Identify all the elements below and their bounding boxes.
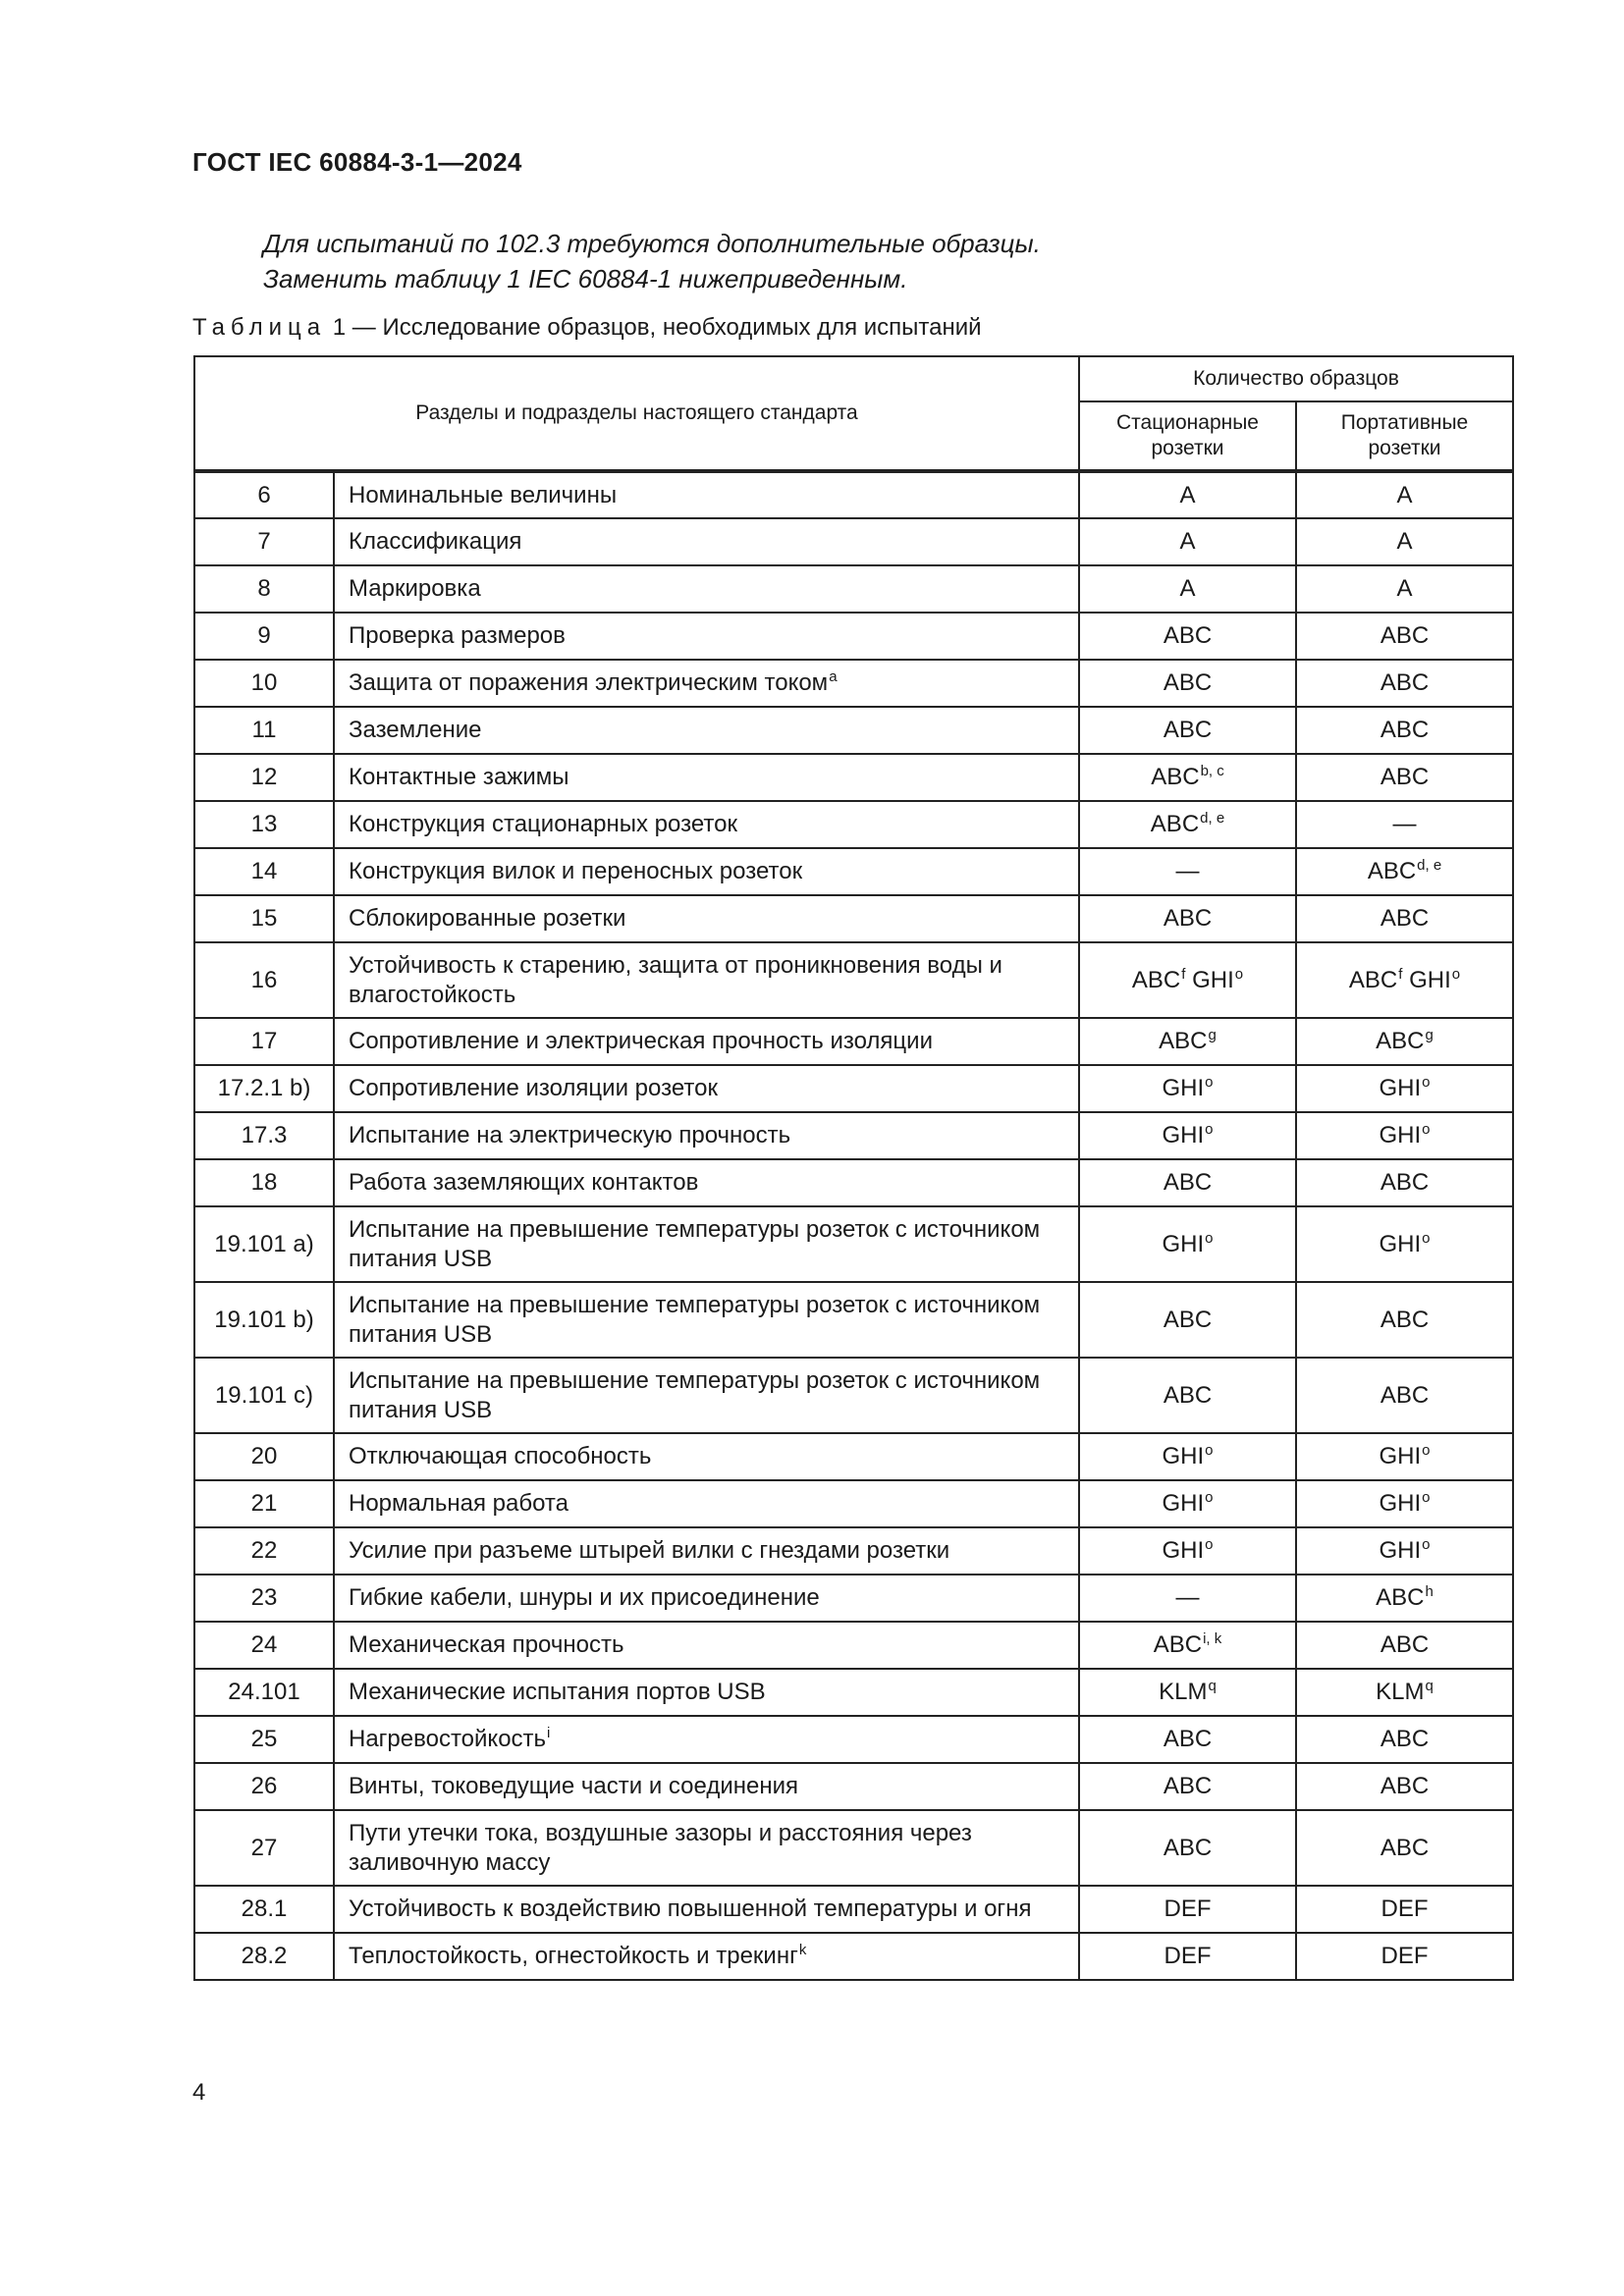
stationary-samples <box>1079 1065 1296 1112</box>
stationary-samples <box>1079 518 1296 565</box>
section-number: 19.101 a) <box>194 1206 334 1282</box>
section-title-text: Механические испытания портов USB <box>349 1679 766 1705</box>
footnote-marker: d, e <box>1417 857 1442 874</box>
table-row <box>194 1282 1513 1358</box>
section-title <box>334 1358 1079 1433</box>
section-number: 6 <box>194 471 334 518</box>
portable-samples <box>1296 1669 1513 1716</box>
sample-code: A <box>1396 481 1413 508</box>
sample-code: ABC <box>1163 669 1213 696</box>
footnote-marker: o <box>1422 1442 1431 1459</box>
sample-code: GHI <box>1402 966 1451 993</box>
table-row <box>194 1810 1513 1886</box>
section-number: 22 <box>194 1527 334 1575</box>
section-title <box>334 1763 1079 1810</box>
sample-code: GHI <box>1185 966 1234 993</box>
section-number: 21 <box>194 1480 334 1527</box>
stationary-samples <box>1079 1716 1296 1763</box>
table-row <box>194 1575 1513 1622</box>
stationary-samples <box>1079 1622 1296 1669</box>
section-number: 14 <box>194 848 334 895</box>
sample-code: ABC <box>1163 1834 1213 1861</box>
sample-code: ABC <box>1163 1306 1213 1333</box>
table-row <box>194 1065 1513 1112</box>
table-row <box>194 565 1513 613</box>
section-title-text: Сопротивление и электрическая прочность изоляции <box>349 1028 933 1054</box>
section-number: 10 <box>194 660 334 707</box>
section-title-text: Сопротивление изоляции розеток <box>349 1075 718 1101</box>
table-row <box>194 1433 1513 1480</box>
section-title <box>334 1480 1079 1527</box>
portable-samples <box>1296 1112 1513 1159</box>
table-row <box>194 1669 1513 1716</box>
sample-code: ABC <box>1380 669 1430 696</box>
section-title <box>334 1622 1079 1669</box>
sample-code: GHI <box>1379 1443 1422 1469</box>
stationary-samples <box>1079 895 1296 942</box>
header-portable: Портативные розетки <box>1296 401 1513 471</box>
stationary-samples <box>1079 1112 1296 1159</box>
sample-code: GHI <box>1162 1122 1205 1148</box>
section-title-text: Маркировка <box>349 575 481 602</box>
section-title <box>334 1716 1079 1763</box>
section-title <box>334 1112 1079 1159</box>
stationary-samples <box>1079 1358 1296 1433</box>
sample-code: ABC <box>1380 1306 1430 1333</box>
section-title-text: Защита от поражения электрическим током <box>349 669 829 696</box>
portable-samples <box>1296 754 1513 801</box>
footnote-marker: i, k <box>1203 1630 1222 1647</box>
portable-samples <box>1296 895 1513 942</box>
stationary-samples <box>1079 801 1296 848</box>
portable-samples <box>1296 1575 1513 1622</box>
sample-code: GHI <box>1379 1537 1422 1564</box>
portable-samples <box>1296 1810 1513 1886</box>
sample-code: GHI <box>1162 1230 1205 1257</box>
sample-code: ABC <box>1131 966 1181 993</box>
stationary-samples <box>1079 471 1296 518</box>
portable-samples <box>1296 1886 1513 1933</box>
table-body <box>194 471 1513 1980</box>
stationary-samples <box>1079 1886 1296 1933</box>
portable-samples <box>1296 1159 1513 1206</box>
footnote-marker: o <box>1205 1121 1214 1138</box>
footnote-marker: o <box>1234 965 1244 983</box>
sample-code: GHI <box>1379 1075 1422 1101</box>
table-row <box>194 1622 1513 1669</box>
footnote-marker: o <box>1205 1489 1214 1506</box>
table-row <box>194 1480 1513 1527</box>
section-title-text: Классификация <box>349 528 522 555</box>
section-title <box>334 471 1079 518</box>
stationary-samples <box>1079 613 1296 660</box>
section-number: 8 <box>194 565 334 613</box>
section-title <box>334 1886 1079 1933</box>
stationary-samples <box>1079 565 1296 613</box>
stationary-samples <box>1079 1018 1296 1065</box>
page-number: 4 <box>192 2079 206 2106</box>
table-row <box>194 660 1513 707</box>
section-number: 28.2 <box>194 1933 334 1980</box>
section-title-text: Усилие при разъеме штырей вилки с гнездами розетки <box>349 1537 950 1564</box>
section-title <box>334 848 1079 895</box>
footnote-marker: d, e <box>1200 810 1225 827</box>
portable-samples <box>1296 801 1513 848</box>
section-title-text: Проверка размеров <box>349 622 566 649</box>
sample-code: ABC <box>1380 1726 1430 1752</box>
footnote-marker: o <box>1422 1489 1431 1506</box>
section-title <box>334 895 1079 942</box>
footnote-marker: h <box>1425 1583 1434 1600</box>
section-number: 23 <box>194 1575 334 1622</box>
portable-samples <box>1296 1065 1513 1112</box>
section-title <box>334 707 1079 754</box>
sample-code: ABC <box>1380 1169 1430 1196</box>
section-title <box>334 942 1079 1018</box>
footnote-marker: o <box>1451 965 1461 983</box>
section-number: 18 <box>194 1159 334 1206</box>
section-title-text: Номинальные величины <box>349 481 618 508</box>
table-row <box>194 1527 1513 1575</box>
section-number: 17.3 <box>194 1112 334 1159</box>
table-row <box>194 707 1513 754</box>
sample-code: DEF <box>1164 1943 1212 1969</box>
section-title <box>334 1933 1079 1980</box>
table-row <box>194 613 1513 660</box>
sample-code: ABC <box>1163 1726 1213 1752</box>
section-title-text: Винты, токоведущие части и соединения <box>349 1773 799 1799</box>
portable-samples <box>1296 1527 1513 1575</box>
sample-code: ABC <box>1380 905 1430 932</box>
document-header: ГОСТ IEC 60884-3-1—2024 <box>192 147 522 177</box>
footnote-marker: f <box>1398 965 1403 983</box>
sample-code: ABC <box>1163 905 1213 932</box>
footnote-marker: i <box>547 1725 551 1741</box>
sample-code: A <box>1396 528 1413 555</box>
sample-code: ABC <box>1380 1631 1430 1658</box>
table-header <box>194 356 1513 471</box>
stationary-samples <box>1079 660 1296 707</box>
section-title <box>334 754 1079 801</box>
section-number: 7 <box>194 518 334 565</box>
sample-code: GHI <box>1379 1122 1422 1148</box>
section-title <box>334 518 1079 565</box>
section-title-text: Теплостойкость, огнестойкость и трекинг <box>349 1943 798 1969</box>
section-title-text: Испытание на превышение температуры розеток с источником питания USB <box>349 1215 1041 1272</box>
portable-samples <box>1296 1018 1513 1065</box>
portable-samples <box>1296 1206 1513 1282</box>
sample-code: A <box>1179 481 1196 508</box>
section-number: 25 <box>194 1716 334 1763</box>
footnote-marker: f <box>1181 965 1186 983</box>
sample-code: GHI <box>1379 1490 1422 1517</box>
sample-code: GHI <box>1162 1075 1205 1101</box>
footnote-marker: o <box>1422 1536 1431 1553</box>
sample-code: GHI <box>1162 1537 1205 1564</box>
stationary-samples <box>1079 707 1296 754</box>
table-row <box>194 754 1513 801</box>
header-quantity: Количество образцов <box>1079 356 1513 401</box>
sample-code: ABC <box>1376 1028 1425 1054</box>
sample-code: A <box>1179 528 1196 555</box>
section-title <box>334 613 1079 660</box>
portable-samples <box>1296 1763 1513 1810</box>
portable-samples <box>1296 1716 1513 1763</box>
section-title <box>334 1065 1079 1112</box>
portable-samples <box>1296 471 1513 518</box>
table-row <box>194 801 1513 848</box>
section-title-text: Сблокированные розетки <box>349 905 626 932</box>
table-row <box>194 942 1513 1018</box>
footnote-marker: q <box>1425 1678 1434 1694</box>
sample-code: ABC <box>1163 622 1213 649</box>
section-title <box>334 1527 1079 1575</box>
table-row <box>194 1112 1513 1159</box>
footnote-marker: o <box>1205 1074 1214 1091</box>
section-title-text: Отключающая способность <box>349 1443 652 1469</box>
samples-table <box>193 355 1514 1981</box>
stationary-samples <box>1079 754 1296 801</box>
section-number: 20 <box>194 1433 334 1480</box>
sample-code: ABC <box>1380 1773 1430 1799</box>
section-title <box>334 660 1079 707</box>
section-number: 15 <box>194 895 334 942</box>
footnote-marker: k <box>798 1942 807 1958</box>
section-title-text: Пути утечки тока, воздушные зазоры и расстояния через заливочную массу <box>349 1819 972 1876</box>
section-number: 17.2.1 b) <box>194 1065 334 1112</box>
portable-samples <box>1296 848 1513 895</box>
portable-samples <box>1296 660 1513 707</box>
portable-samples <box>1296 942 1513 1018</box>
stationary-samples <box>1079 1282 1296 1358</box>
stationary-samples <box>1079 1527 1296 1575</box>
sample-code: ABC <box>1163 1773 1213 1799</box>
footnote-marker: g <box>1425 1027 1434 1043</box>
stationary-samples <box>1079 1810 1296 1886</box>
table-row <box>194 471 1513 518</box>
sample-code: GHI <box>1379 1230 1422 1257</box>
header-stationary: Стационарные розетки <box>1079 401 1296 471</box>
section-number: 9 <box>194 613 334 660</box>
footnote-marker: o <box>1422 1074 1431 1091</box>
sample-code: ABC <box>1153 1631 1203 1658</box>
section-title <box>334 565 1079 613</box>
stationary-samples <box>1079 1433 1296 1480</box>
section-title-text: Работа заземляющих контактов <box>349 1169 699 1196</box>
stationary-samples <box>1079 1575 1296 1622</box>
sample-code: DEF <box>1380 1896 1429 1922</box>
portable-samples <box>1296 1358 1513 1433</box>
section-title-text: Контактные зажимы <box>349 764 569 790</box>
sample-code: ABC <box>1380 1381 1430 1409</box>
section-number: 12 <box>194 754 334 801</box>
section-title-text: Испытание на превышение температуры розеток с источником питания USB <box>349 1291 1041 1348</box>
section-title-text: Механическая прочность <box>349 1631 624 1658</box>
footnote-marker: o <box>1205 1442 1214 1459</box>
table-row <box>194 1886 1513 1933</box>
table-row <box>194 1933 1513 1980</box>
sample-code: ABC <box>1380 717 1430 743</box>
portable-samples <box>1296 1622 1513 1669</box>
table-row <box>194 1159 1513 1206</box>
section-title <box>334 801 1079 848</box>
portable-samples <box>1296 1933 1513 1980</box>
sample-code: ABC <box>1367 858 1417 884</box>
section-title-text: Нагревостойкость <box>349 1726 547 1752</box>
section-number: 17 <box>194 1018 334 1065</box>
stationary-samples <box>1079 1480 1296 1527</box>
section-title-text: Устойчивость к воздействию повышенной температуры и огня <box>349 1896 1032 1922</box>
sample-code: GHI <box>1162 1443 1205 1469</box>
stationary-samples <box>1079 942 1296 1018</box>
intro-line: Заменить таблицу 1 IEC 60884-1 нижеприведенным. <box>263 264 908 294</box>
section-number: 16 <box>194 942 334 1018</box>
table-row <box>194 848 1513 895</box>
header-sections: Разделы и подразделы настоящего стандарта <box>194 356 1079 471</box>
footnote-marker: g <box>1208 1027 1217 1043</box>
table-row <box>194 1358 1513 1433</box>
table-caption <box>192 314 982 342</box>
section-title-text: Конструкция стационарных розеток <box>349 811 737 837</box>
stationary-samples <box>1079 1206 1296 1282</box>
portable-samples <box>1296 707 1513 754</box>
sample-code: ABC <box>1151 764 1200 790</box>
portable-samples <box>1296 518 1513 565</box>
intro-line: Для испытаний по 102.3 требуются дополнительные образцы. <box>263 229 1041 258</box>
footnote-marker: o <box>1205 1229 1214 1247</box>
section-number: 24 <box>194 1622 334 1669</box>
section-title <box>334 1018 1079 1065</box>
table-row <box>194 518 1513 565</box>
stationary-samples <box>1079 1933 1296 1980</box>
sample-code: ABC <box>1163 717 1213 743</box>
sample-code: KLM <box>1159 1679 1208 1705</box>
table-caption-label: Таблица <box>192 314 327 341</box>
sample-code: — <box>1175 858 1200 884</box>
intro-text <box>263 226 1041 296</box>
footnote-marker: o <box>1422 1121 1431 1138</box>
table-caption-text: 1 — Исследование образцов, необходимых для испытаний <box>332 314 982 341</box>
sample-code: A <box>1396 575 1413 602</box>
sample-code: ABC <box>1163 1381 1213 1409</box>
section-title-text: Конструкция вилок и переносных розеток <box>349 858 803 884</box>
sample-code: ABC <box>1150 811 1200 837</box>
section-title <box>334 1206 1079 1282</box>
section-title <box>334 1159 1079 1206</box>
table-row <box>194 1206 1513 1282</box>
portable-samples <box>1296 1282 1513 1358</box>
sample-code: — <box>1392 811 1417 837</box>
section-number: 19.101 c) <box>194 1358 334 1433</box>
section-title-text: Гибкие кабели, шнуры и их присоединение <box>349 1584 820 1611</box>
section-number: 13 <box>194 801 334 848</box>
section-title <box>334 1669 1079 1716</box>
table-row <box>194 1763 1513 1810</box>
sample-code: ABC <box>1163 1169 1213 1196</box>
portable-samples <box>1296 1480 1513 1527</box>
sample-code: ABC <box>1380 764 1430 790</box>
section-number: 24.101 <box>194 1669 334 1716</box>
sample-code: ABC <box>1376 1584 1425 1611</box>
section-title-text: Заземление <box>349 717 482 743</box>
sample-code: DEF <box>1380 1943 1429 1969</box>
sample-code: KLM <box>1376 1679 1425 1705</box>
portable-samples <box>1296 1433 1513 1480</box>
sample-code: ABC <box>1159 1028 1208 1054</box>
section-title <box>334 1282 1079 1358</box>
section-title <box>334 1575 1079 1622</box>
section-number: 26 <box>194 1763 334 1810</box>
portable-samples <box>1296 565 1513 613</box>
stationary-samples <box>1079 1159 1296 1206</box>
section-title <box>334 1810 1079 1886</box>
footnote-marker: q <box>1208 1678 1217 1694</box>
section-title-text: Испытание на превышение температуры розеток с источником питания USB <box>349 1366 1041 1423</box>
section-number: 11 <box>194 707 334 754</box>
table-row <box>194 895 1513 942</box>
section-number: 19.101 b) <box>194 1282 334 1358</box>
stationary-samples <box>1079 848 1296 895</box>
footnote-marker: o <box>1205 1536 1214 1553</box>
stationary-samples <box>1079 1669 1296 1716</box>
table-row <box>194 1018 1513 1065</box>
sample-code: A <box>1179 575 1196 602</box>
sample-code: ABC <box>1380 622 1430 649</box>
portable-samples <box>1296 613 1513 660</box>
section-title <box>334 1433 1079 1480</box>
sample-code: — <box>1175 1584 1200 1611</box>
footnote-marker: a <box>829 668 838 685</box>
section-title-text: Нормальная работа <box>349 1490 568 1517</box>
section-number: 28.1 <box>194 1886 334 1933</box>
section-number: 27 <box>194 1810 334 1886</box>
stationary-samples <box>1079 1763 1296 1810</box>
sample-code: ABC <box>1380 1834 1430 1861</box>
footnote-marker: o <box>1422 1229 1431 1247</box>
sample-code: ABC <box>1348 966 1398 993</box>
section-title-text: Устойчивость к старению, защита от проникновения воды и влагостойкость <box>349 951 1002 1008</box>
section-title-text: Испытание на электрическую прочность <box>349 1122 791 1148</box>
footnote-marker: b, c <box>1200 763 1224 779</box>
table-row <box>194 1716 1513 1763</box>
sample-code: DEF <box>1164 1896 1212 1922</box>
sample-code: GHI <box>1162 1490 1205 1517</box>
